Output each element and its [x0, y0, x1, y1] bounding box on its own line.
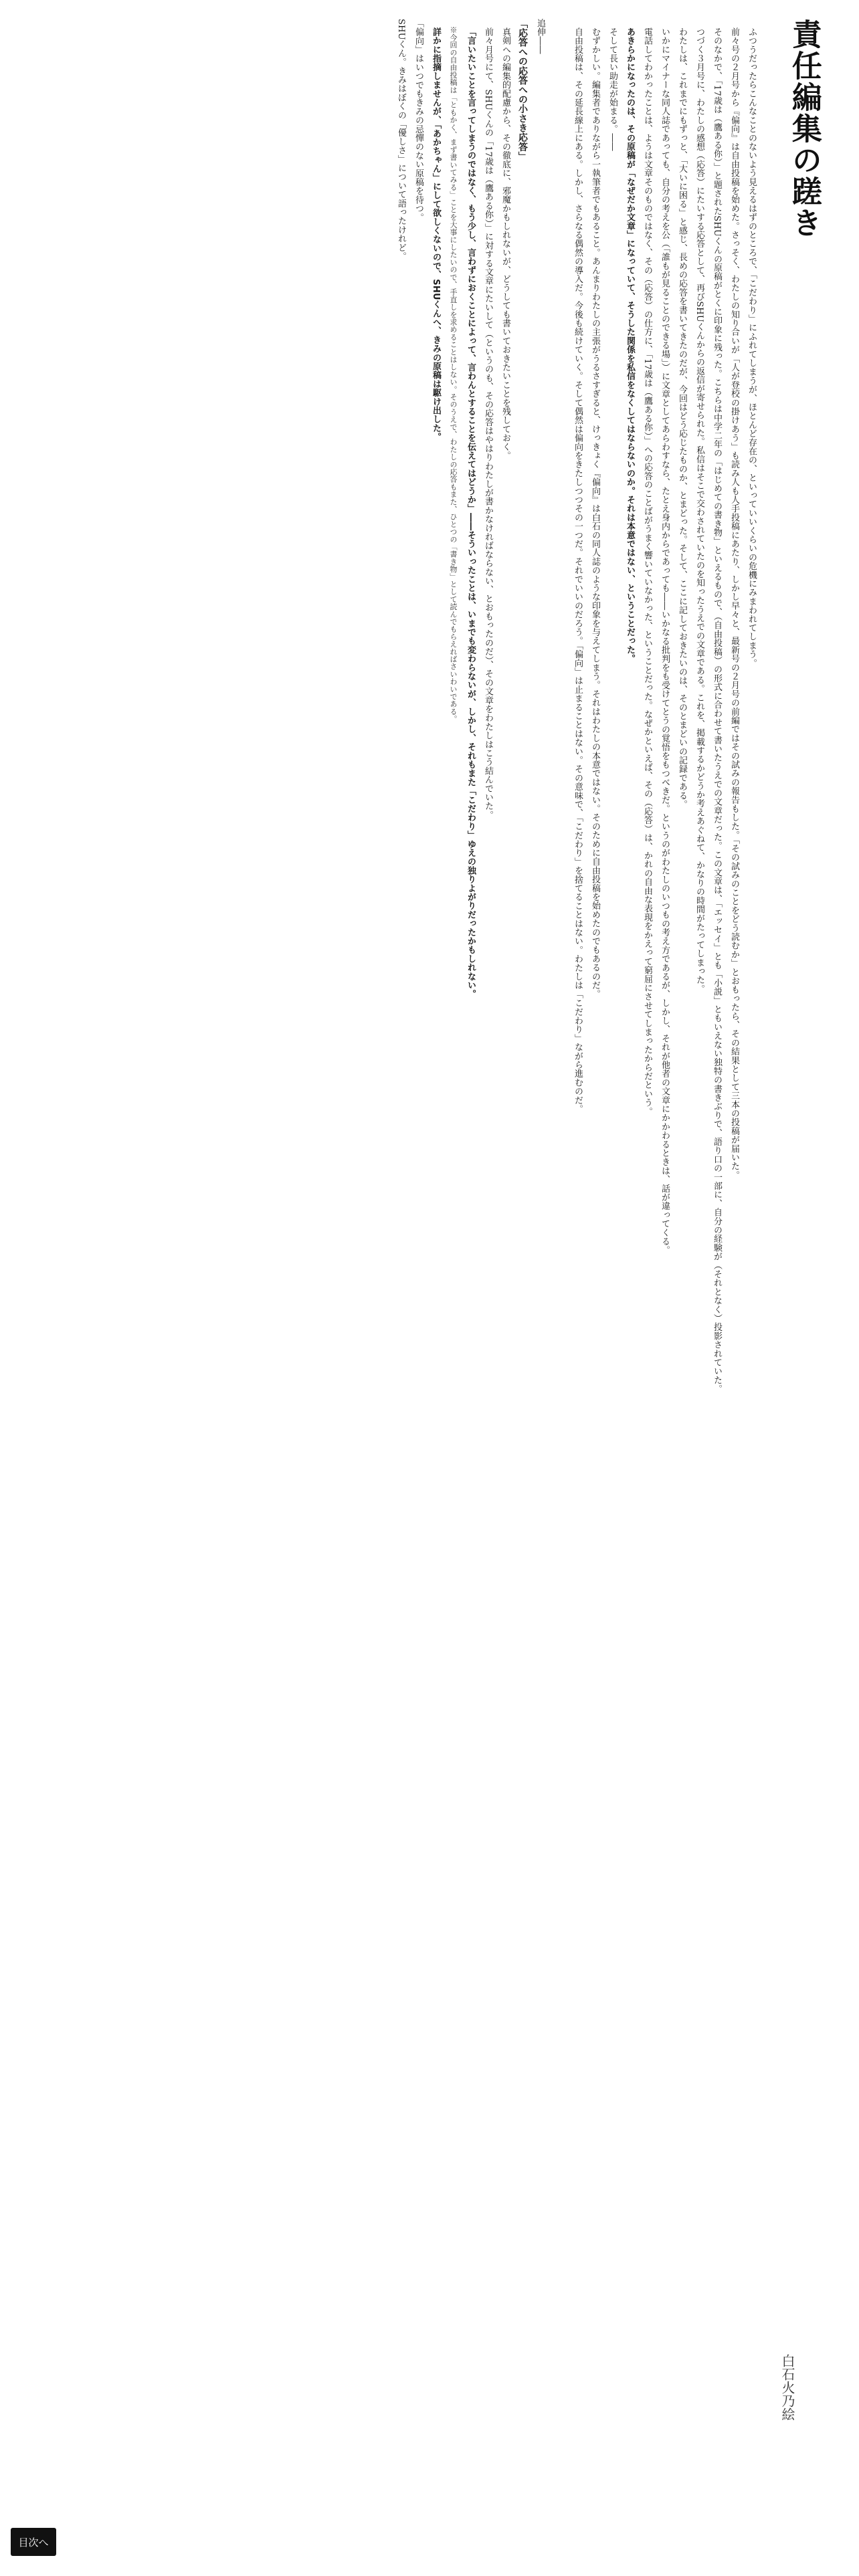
paragraph: つづく３月号に、わたしの感想（応答）にたいする応答として、再びSHUくんからの返信が寄せられた。私信はそこで交わされていたのを知ったうえでの文章である。これを、掲載するかどうか考えあぐねて、かなりの時間がたってしまった。 [694, 27, 704, 994]
toc-button[interactable]: 目次へ [11, 2528, 56, 2556]
section-heading: 「応答への応答への小さき応答」 [517, 19, 528, 161]
paragraph: ふつうだったらこんなことのないよう見えるはずのところで、「こだわり」にふれてしまうが、ほとんど存在の、といっていいくらいの危機にみまわれてしまう。 [747, 27, 757, 668]
paragraph: そして長い助走が始まる。―― [607, 27, 617, 151]
article-title: 責任編集の蹉き [786, 19, 822, 239]
paragraph-emphasis [427, 19, 444, 2426]
paragraph-emphasis [621, 19, 638, 2426]
paragraph: いかにマイナーな同人誌であっても、自分の考えを公（「誰もが見ることのできる場」）に文章としてあらわすなら、たとえ身内からであっても――いかなる批判をも受けてとうの覚悟をもつべきだ。というのがわたしのいつもの考え方であるが、しかし、それが他者の文章にかかわるときは、話が違ってくる。 [660, 27, 670, 1255]
note-paragraph: ※今回の自由投稿は「ともかく、まず書いてみる」ことを大事にしたいので、手直しを求めることはしない。そのうえで、わたしの応答もまた、ひとつの「書き物」として読んでもらえればさいわいである。 [449, 26, 458, 723]
article-author: 白石火乃絵 [779, 2354, 795, 2421]
postscript-label: 追伸―― [535, 19, 545, 54]
article-body [17, 19, 760, 2426]
paragraph: むずかしい。編集者でありながら一執筆者でもあること。あんまりわたしの主張がうるさすぎると、けっきょく『偏向』は白石の同人誌のような印象を与えてしまう。それはわたしの本意ではない。そのために自由投稿を始めたのでもあるのだ。 [590, 27, 600, 998]
paragraph: SHUくん。きみはぼくの「優しさ」について語ったけれど。 [396, 19, 406, 261]
emphasis-text: あきらかになったのは、その原稿が「なぜだか文章」になっていて、そうした関係を私信をなくしてはならないのか。それは本意ではない、ということだった。 [625, 27, 635, 663]
paragraph: そのなかで、「17歳は（鷹ある你）」と題されたSHUくんの原稿がとくに印象に残った。こちらは中学二年の「はじめての書き物」といえるもので、（自由投稿）の形式に合わせて書いたうえでの文章だった。この文章は、「エッセイ」とも「小説」ともいえない独特の書きぶりで、語り口の一部に、自分の経験が（それとなく）投影されていた。 [712, 27, 722, 1394]
paragraph: 自由投稿は、その延長線上にある。しかし、さらなる偶然の導入だ。今後も続けていく。そして偶然は偏向をきたしつつその一つだ。それでいいのだろう。「偏向」は止まることはない。その意味で、「こだわり」を捨てることはない。わたしは「こだわり」ながら進むのだ。 [573, 27, 583, 1113]
emphasis-text: 「言いたいことを言ってしまうのではなく、もう少し、言わずにおくことによって、言わんとすることを伝えてはどうか」――そういったことは、いまでも変わらないが、しかし、それもまた「こだわり」ゆえの独りよがりだったかもしれない。 [466, 27, 476, 998]
paragraph-emphasis [462, 19, 479, 2426]
paragraph: 電話してわかったことは、ようは文章そのものではなく、その（応答）の仕方に、「17歳は（鷹ある你）」への応答のことばがうまく響いていなかった、ということだった。なぜかといえば、その（応答）は、かれの自由な表現をかえって窮屈にさせてしまったからだという。 [642, 27, 652, 1116]
paragraph: 前々月号にて、SHUくんの「17歳は（鷹ある你）」に対する文章にたいして（というのも、その応答はやはりわたしが書かなければならない、とおもったのだ）、その文章をわたしはこう結んでいた。 [483, 27, 493, 820]
paragraph: わたしは、これまでにもずっと、「大いに困る」と感じ、長めの応答を書いてきたのだが、今回はどう応じたものか、とまどった。そして、ここに記しておきたいのは、そのとまどいの記録である。 [677, 27, 687, 809]
paragraph: 「偏向」はいつでもきみの忌憚のない原稿を待つ。 [413, 19, 423, 222]
paragraph: 真剣への編集的配慮から、その徹底に、邪魔かもしれないが、どうしても書いておきたいことを残しておく。 [500, 27, 510, 460]
emphasis-text: 詳かに指摘しませんが、「あかちゃん」にして欲しくないので、SHUくんへ、きみの原稿は駆け出した。 [431, 27, 441, 441]
paragraph: 前々号の２月号から『偏向』は自由投稿を始めた。さっそく、わたしの知り合いが「人が登校の掛けあう」も読み人も人手投稿にあたり、しかし早々と、最新号の２月号の前編ではその試みの報告もした。「その試みのことをどう読むか」とおもったら、その結果として三本の投稿が届いた。 [729, 27, 739, 1180]
